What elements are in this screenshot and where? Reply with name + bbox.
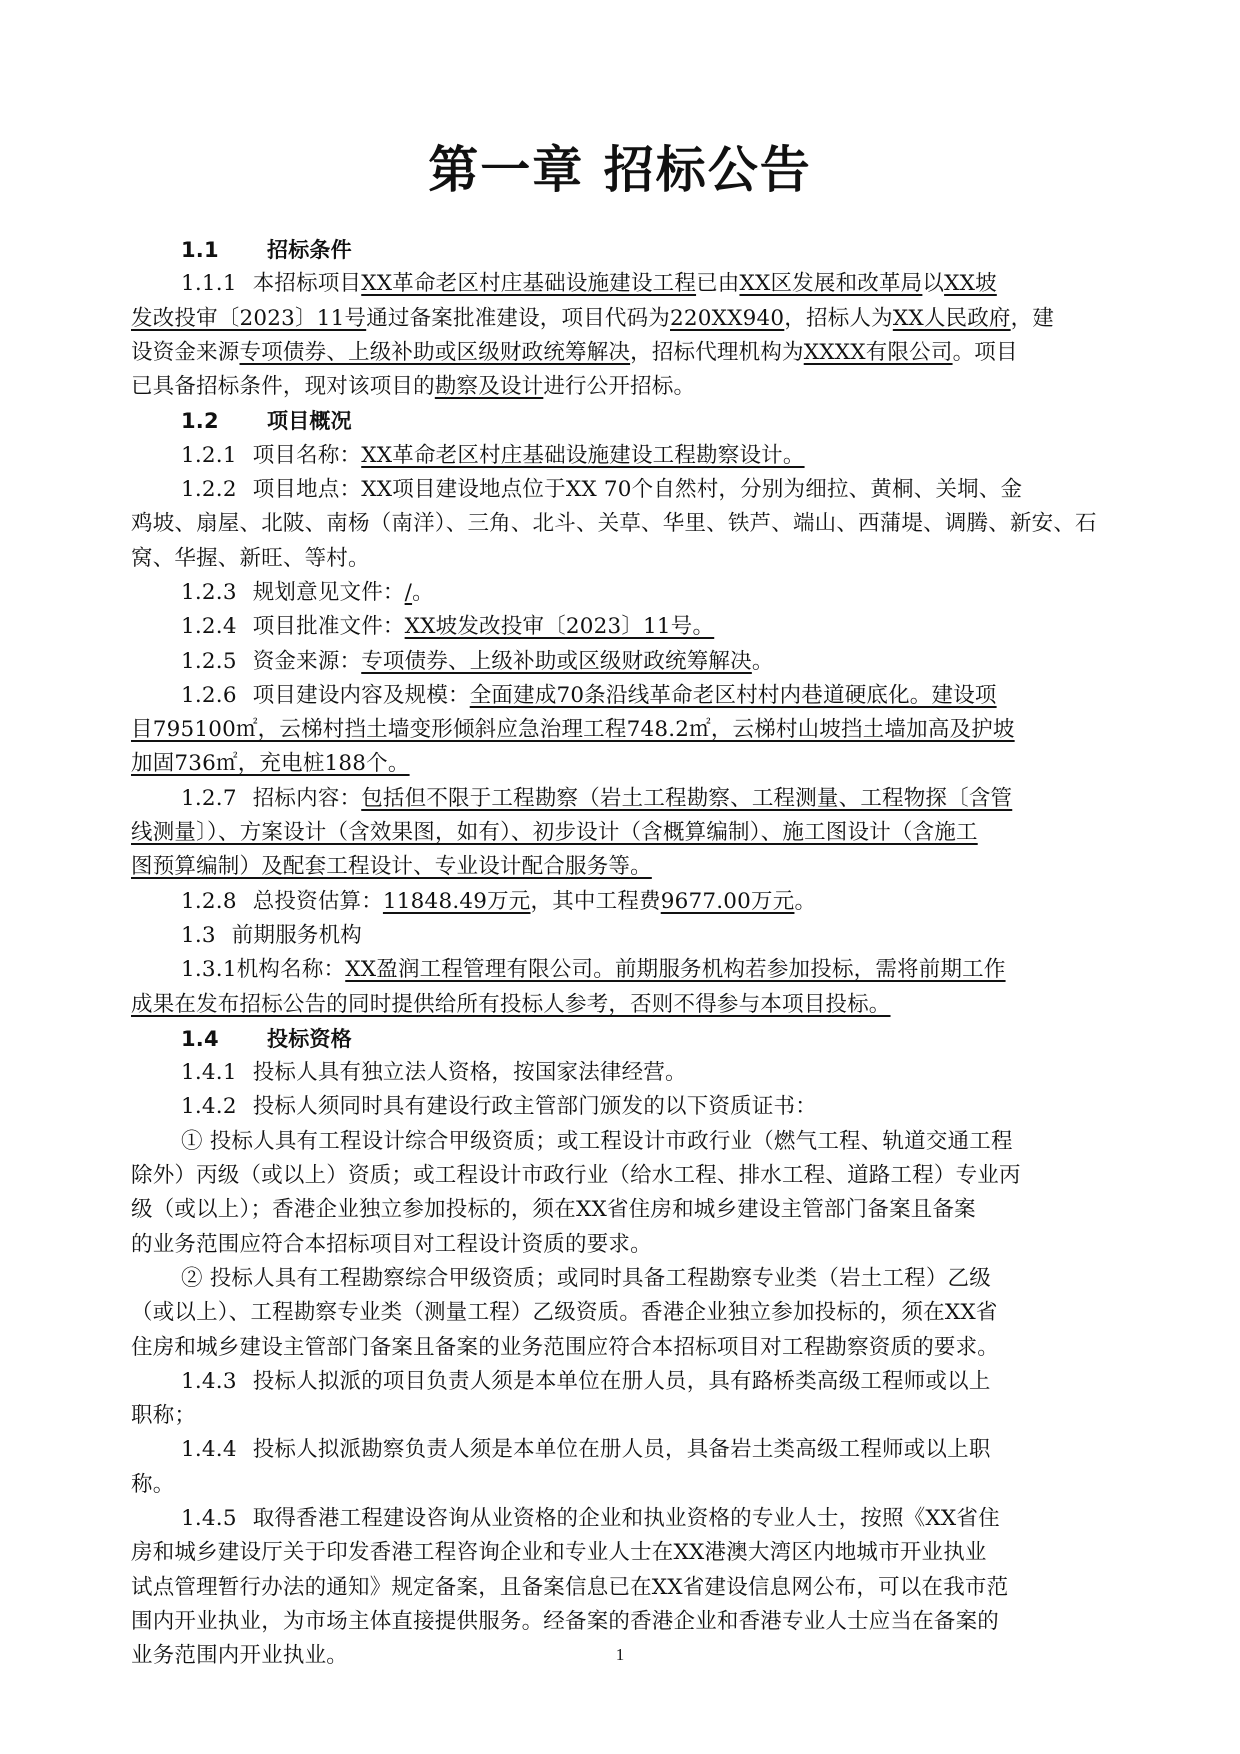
text-line — [131, 988, 1131, 1022]
text-line — [131, 1056, 1131, 1090]
underlined-fill-in: 9677.00万元 — [660, 888, 795, 914]
clause-number: 1.3 — [181, 922, 216, 948]
page-number: 1 — [615, 1645, 625, 1664]
underlined-fill-in: 图预算编制）及配套工程设计、专业设计配合服务等。 — [131, 854, 652, 880]
text-line — [131, 850, 1131, 884]
text-line — [131, 1125, 1131, 1159]
underlined-fill-in: 全面建成70条沿线革命老区村村内巷道硬底化。建设项 — [469, 682, 997, 708]
underlined-fill-in: 加固736㎡，充电桩188个。 — [131, 751, 410, 777]
text-segment: 前期服务机构 — [231, 922, 362, 948]
clause-number: 1.4.2 — [181, 1094, 237, 1120]
clause-number: 1.2.3 — [181, 579, 237, 605]
text-segment: 投标资格 — [267, 1026, 352, 1051]
text-segment: 投标人拟派的项目负责人须是本单位在册人员，具有路桥类高级工程师或以上 — [252, 1368, 991, 1394]
text-segment: ① 投标人具有工程设计综合甲级资质；或工程设计市政行业（燃气工程、轨道交通工程 — [181, 1128, 1013, 1154]
text-line — [131, 679, 1131, 713]
text-segment: 项目名称： — [252, 442, 362, 468]
underlined-fill-in: XX人民政府 — [892, 305, 1011, 331]
text-segment: 项目建设内容及规模： — [252, 682, 470, 708]
section-heading — [131, 1022, 1131, 1056]
clause-number: 1.2.5 — [181, 648, 237, 674]
underlined-fill-in: XX革命老区村庄基础设施建设工程勘察设计。 — [361, 442, 805, 468]
clause-number: 1.2.1 — [181, 442, 237, 468]
text-line — [131, 1193, 1131, 1227]
text-line — [131, 439, 1131, 473]
text-line — [131, 370, 1131, 404]
text-line — [131, 645, 1131, 679]
text-segment: ，招标人为 — [784, 305, 893, 331]
underlined-fill-in: 11848.49万元 — [382, 888, 531, 914]
text-segment: 通过备案批准建设，项目代码为 — [366, 305, 670, 331]
clause-number: 1.4.4 — [181, 1437, 237, 1463]
text-line — [131, 1571, 1131, 1605]
text-segment: 。 — [751, 648, 774, 674]
chapter-title: 第一章 招标公告 — [428, 141, 812, 199]
text-segment: 。项目 — [952, 339, 1018, 365]
text-segment: 试点管理暂行办法的通知》规定备案，且备案信息已在XX省建设信息网公布，可以在我市范 — [131, 1574, 1009, 1600]
text-segment: 招标内容： — [252, 785, 362, 811]
text-line — [131, 953, 1131, 987]
clause-number: 1.2.6 — [181, 682, 237, 708]
text-line — [131, 336, 1131, 370]
text-line — [131, 816, 1131, 850]
text-segment: 投标人须同时具有建设行政主管部门颁发的以下资质证书： — [252, 1094, 817, 1120]
text-line — [131, 267, 1131, 301]
underlined-fill-in: 专项债券、上级补助或区级财政统筹解决 — [361, 648, 752, 674]
underlined-fill-in: 线测量〕）、方案设计（含效果图，如有）、初步设计（含概算编制）、施工图设计（含施工 — [131, 820, 978, 846]
text-line — [131, 885, 1131, 919]
underlined-fill-in: XX坡 — [944, 271, 997, 297]
text-segment: ，建 — [1010, 305, 1055, 331]
underlined-fill-in: 勘察及设计 — [434, 374, 544, 400]
text-segment: ，其中工程费 — [530, 888, 661, 914]
text-segment: 鸡坡、扇屋、北陂、南杨（南洋）、三角、北斗、关草、华里、铁芦、端山、西蒲堤、调腾、新安、石 — [131, 511, 1097, 537]
text-segment: 总投资估算： — [252, 888, 383, 914]
clause-number: 1.4.1 — [181, 1060, 237, 1086]
clause-number: 1.2.4 — [181, 614, 237, 640]
text-line — [131, 713, 1131, 747]
clause-number: 1.4.3 — [181, 1368, 237, 1394]
text-line — [131, 1399, 1131, 1433]
text-segment: 除外）丙级（或以上）资质；或工程设计市政行业（给水工程、排水工程、道路工程）专业丙 — [131, 1163, 1021, 1189]
text-segment: 已具备招标条件，现对该项目的 — [131, 374, 435, 400]
text-line — [131, 1090, 1131, 1124]
text-segment: 项目批准文件： — [252, 614, 405, 640]
text-line — [131, 1433, 1131, 1467]
underlined-fill-in: XX坡发改投审〔2023〕11号。 — [404, 614, 715, 640]
clause-number: 1.3.1 — [181, 957, 237, 983]
text-segment: ② 投标人具有工程勘察综合甲级资质；或同时具备工程勘察专业类（岩土工程）乙级 — [181, 1265, 991, 1291]
text-line — [131, 1228, 1131, 1262]
text-line — [131, 610, 1131, 644]
text-segment: 业务范围内开业执业。 — [131, 1643, 349, 1669]
text-line — [131, 1296, 1131, 1330]
text-segment: 本招标项目 — [252, 271, 362, 297]
underlined-fill-in: XX盈润工程管理有限公司。前期服务机构若参加投标，需将前期工作 — [345, 957, 1006, 983]
text-line — [131, 473, 1131, 507]
text-segment: 住房和城乡建设主管部门备案且备案的业务范围应符合本招标项目对工程勘察资质的要求。 — [131, 1334, 1000, 1360]
underlined-fill-in: 成果在发布招标公告的同时提供给所有投标人参考，否则不得参与本项目投标。 — [131, 991, 891, 1017]
text-line — [131, 747, 1131, 781]
text-segment: 级（或以上）；香港企业独立参加投标的，须在XX省住房和城乡建设主管部门备案且备案 — [131, 1197, 976, 1223]
text-line — [131, 1502, 1131, 1536]
clause-number: 1.4 — [181, 1026, 219, 1051]
clause-number: 1.2.8 — [181, 888, 237, 914]
text-segment: 。 — [794, 888, 817, 914]
text-line — [131, 507, 1131, 541]
text-segment: ，招标代理机构为 — [630, 339, 804, 365]
text-line — [131, 782, 1131, 816]
clause-number: 1.1.1 — [181, 271, 237, 297]
clause-number: 1.4.5 — [181, 1505, 237, 1531]
text-segment: 资金来源： — [252, 648, 362, 674]
text-segment: （或以上）、工程勘察专业类（测量工程）乙级资质。香港企业独立参加投标的，须在XX省 — [131, 1300, 998, 1326]
clause-number: 1.1 — [181, 238, 219, 262]
text-line — [131, 542, 1131, 576]
text-segment: 以 — [922, 271, 945, 297]
text-line — [131, 1159, 1131, 1193]
text-segment: 的业务范围应符合本招标项目对工程设计资质的要求。 — [131, 1231, 652, 1257]
underlined-fill-in: 目795100㎡，云梯村挡土墙变形倾斜应急治理工程748.2㎡，云梯村山坡挡土墙加高及护坡 — [131, 717, 1015, 743]
text-segment: 。 — [412, 579, 434, 605]
text-segment: 进行公开招标。 — [543, 374, 696, 400]
text-segment: 职称； — [131, 1403, 197, 1429]
text-segment: 规划意见文件： — [252, 579, 405, 605]
text-line — [131, 1365, 1131, 1399]
underlined-fill-in: 发改投审〔2023〕11号 — [131, 305, 367, 331]
underlined-fill-in: XX革命老区村庄基础设施建设工程 — [361, 271, 697, 297]
text-line — [131, 576, 1131, 610]
underlined-fill-in: 包括但不限于工程勘察（岩土工程勘察、工程测量、工程物探〔含管 — [361, 785, 1013, 811]
text-segment: 机构名称： — [236, 957, 346, 983]
text-segment: 房和城乡建设厅关于印发香港工程咨询企业和专业人士在XX港澳大湾区内地城市开业执业 — [131, 1540, 987, 1566]
section-heading — [131, 404, 1131, 438]
underlined-fill-in: / — [404, 579, 413, 605]
text-segment: 窝、华握、新旺、等村。 — [131, 545, 370, 571]
underlined-fill-in: 专项债券、上级补助或区级财政统筹解决 — [239, 339, 631, 365]
clause-number: 1.2.2 — [181, 477, 237, 503]
text-line — [131, 1331, 1131, 1365]
clause-number: 1.2.7 — [181, 785, 237, 811]
text-line — [131, 919, 1131, 953]
underlined-fill-in: XX区发展和改革局 — [739, 271, 923, 297]
underlined-fill-in: 220XX940 — [670, 305, 785, 331]
text-segment: 投标人具有独立法人资格，按国家法律经营。 — [252, 1060, 687, 1086]
text-segment: 项目概况 — [267, 409, 352, 434]
text-line — [131, 1536, 1131, 1570]
text-segment: 招标条件 — [267, 238, 352, 262]
section-heading — [131, 233, 1131, 267]
text-segment: 投标人拟派勘察负责人须是本单位在册人员，具备岩土类高级工程师或以上职 — [252, 1437, 991, 1463]
document-body — [131, 233, 1131, 1673]
clause-number: 1.2 — [181, 409, 219, 434]
text-segment: 项目地点：XX项目建设地点位于XX 70个自然村，分别为细拉、黄桐、关垌、金 — [252, 477, 1023, 503]
text-line — [131, 1605, 1131, 1639]
text-segment: 已由 — [696, 271, 740, 297]
text-segment: 设资金来源 — [131, 339, 240, 365]
text-line — [131, 302, 1131, 336]
text-line — [131, 1262, 1131, 1296]
text-segment: 围内开业执业，为市场主体直接提供服务。经备案的香港企业和香港专业人士应当在备案的 — [131, 1608, 1000, 1634]
text-line — [131, 1468, 1131, 1502]
text-segment: 称。 — [131, 1471, 175, 1497]
underlined-fill-in: XXXX有限公司 — [803, 339, 953, 365]
text-segment: 取得香港工程建设咨询从业资格的企业和执业资格的专业人士，按照《XX省住 — [252, 1505, 1000, 1531]
